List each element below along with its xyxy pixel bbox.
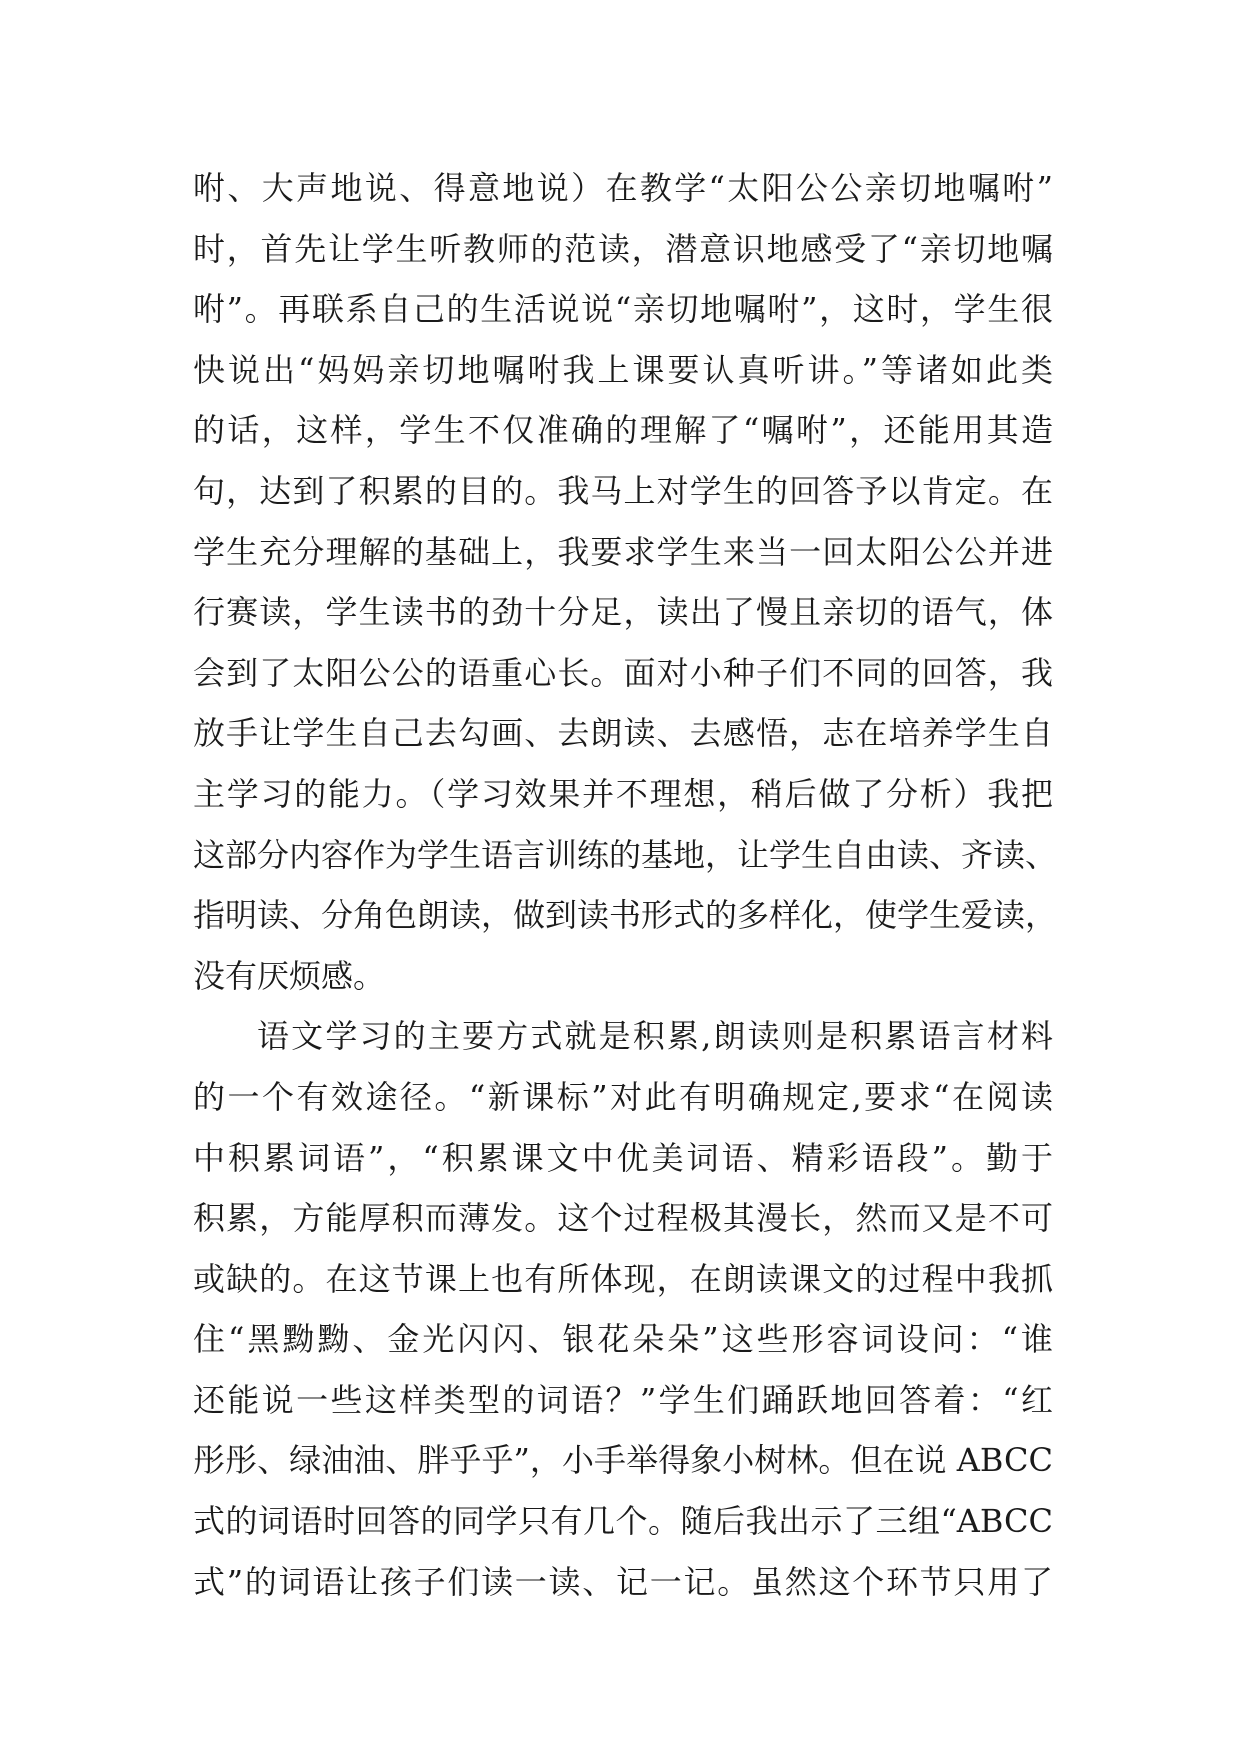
text-line: 咐”。再联系自己的生活说说“亲切地嘱咐”，这时，学生很 xyxy=(193,290,1053,329)
paragraph-start-line: 语文学习的主要方式就是积累,朗读则是积累语言材料 xyxy=(257,1017,1053,1056)
text-line: 句，达到了积累的目的。我马上对学生的回答予以肯定。在 xyxy=(193,471,1053,510)
text-line: 式”的词语让孩子们读一读、记一记。虽然这个环节只用了 xyxy=(193,1562,1053,1601)
text-line: 的一个有效途径。“新课标”对此有明确规定,要求“在阅读 xyxy=(193,1077,1053,1116)
text-line: 快说出“妈妈亲切地嘱咐我上课要认真听讲。”等诸如此类 xyxy=(193,350,1053,389)
paragraph-end-line: 没有厌烦感。 xyxy=(193,956,386,995)
text-line: 彤彤、绿油油、胖乎乎”，小手举得象小树林。但在说 ABCC xyxy=(193,1441,1053,1480)
text-line: 指明读、分角色朗读，做到读书形式的多样化，使学生爱读， xyxy=(193,896,1058,935)
text-line: 会到了太阳公公的语重心长。面对小种子们不同的回答，我 xyxy=(193,653,1053,692)
text-line: 放手让学生自己去勾画、去朗读、去感悟，志在培养学生自 xyxy=(193,714,1053,753)
text-line: 咐、大声地说、得意地说）在教学“太阳公公亲切地嘱咐” xyxy=(193,169,1053,207)
text-line: 时，首先让学生听教师的范读，潜意识地感受了“亲切地嘱 xyxy=(193,229,1053,268)
text-line: 住“黑黝黝、金光闪闪、银花朵朵”这些形容词设问：“谁 xyxy=(193,1320,1053,1359)
text-line: 还能说一些这样类型的词语？”学生们踊跃地回答着：“红 xyxy=(193,1380,1053,1419)
text-line: 主学习的能力。（学习效果并不理想，稍后做了分析）我把 xyxy=(193,774,1053,813)
text-line: 这部分内容作为学生语言训练的基地，让学生自由读、齐读、 xyxy=(193,835,1058,874)
body-text xyxy=(193,158,1058,1612)
text-line: 积累，方能厚积而薄发。这个过程极其漫长，然而又是不可 xyxy=(193,1199,1053,1238)
text-line: 或缺的。在这节课上也有所体现，在朗读课文的过程中我抓 xyxy=(193,1259,1053,1298)
text-line: 的话，这样，学生不仅准确的理解了“嘱咐”，还能用其造 xyxy=(193,411,1053,450)
text-line: 学生充分理解的基础上，我要求学生来当一回太阳公公并进 xyxy=(193,532,1053,571)
text-line: 式的词语时回答的同学只有几个。随后我出示了三组“ABCC xyxy=(193,1502,1053,1541)
text-line: 行赛读，学生读书的劲十分足，读出了慢且亲切的语气，体 xyxy=(193,593,1053,632)
text-line: 中积累词语”，“积累课文中优美词语、精彩语段”。勤于 xyxy=(193,1138,1053,1177)
